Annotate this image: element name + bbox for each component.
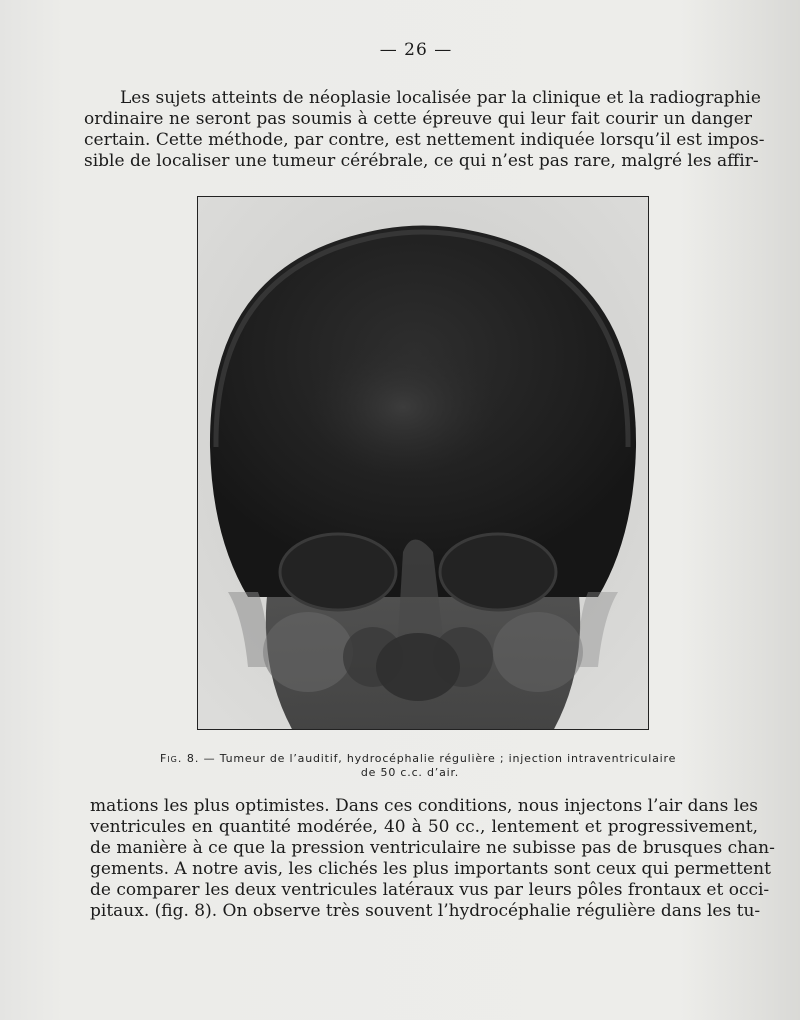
figure-caption bbox=[160, 752, 700, 780]
page-number: — 26 — bbox=[379, 40, 453, 60]
caption-line-2: de 50 c.c. d’air. bbox=[360, 766, 460, 779]
text-line: ventricules en quantité modérée, 40 à 50 cc., lentement et progressivement, bbox=[90, 817, 758, 837]
text-line: gements. A notre avis, les clichés les plus importants sont ceux qui permettent bbox=[90, 859, 771, 879]
text-line: de comparer les deux ventricules latéraux vus par leurs pôles frontaux et occi- bbox=[90, 880, 770, 900]
figure-label: Fig. 8. bbox=[160, 752, 200, 765]
caption-text-1: — Tumeur de l’auditif, hydrocéphalie régulière ; injection intraventriculaire bbox=[203, 752, 677, 765]
text-line: de manière à ce que la pression ventriculaire ne subisse pas de brusques chan- bbox=[90, 838, 775, 858]
text-line: ordinaire ne seront pas soumis à cette épreuve qui leur fait courir un danger bbox=[84, 109, 752, 129]
text-line: Les sujets atteints de néoplasie localisée par la clinique et la radiographie bbox=[120, 88, 761, 108]
text-line: mations les plus optimistes. Dans ces conditions, nous injectons l’air dans les bbox=[90, 796, 758, 816]
paragraph-bottom bbox=[90, 796, 775, 922]
text-line: sible de localiser une tumeur cérébrale, ce qui n’est pas rare, malgré les affir- bbox=[84, 151, 759, 171]
xray-figure bbox=[197, 196, 649, 730]
text-line: pitaux. (fig. 8). On observe très souvent l’hydrocéphalie régulière dans les tu- bbox=[90, 901, 761, 921]
caption-line-1 bbox=[160, 752, 700, 766]
paragraph-top bbox=[84, 88, 765, 172]
text-line: certain. Cette méthode, par contre, est nettement indiquée lorsqu’il est impos- bbox=[84, 130, 765, 150]
skull-xray-image bbox=[198, 197, 649, 730]
